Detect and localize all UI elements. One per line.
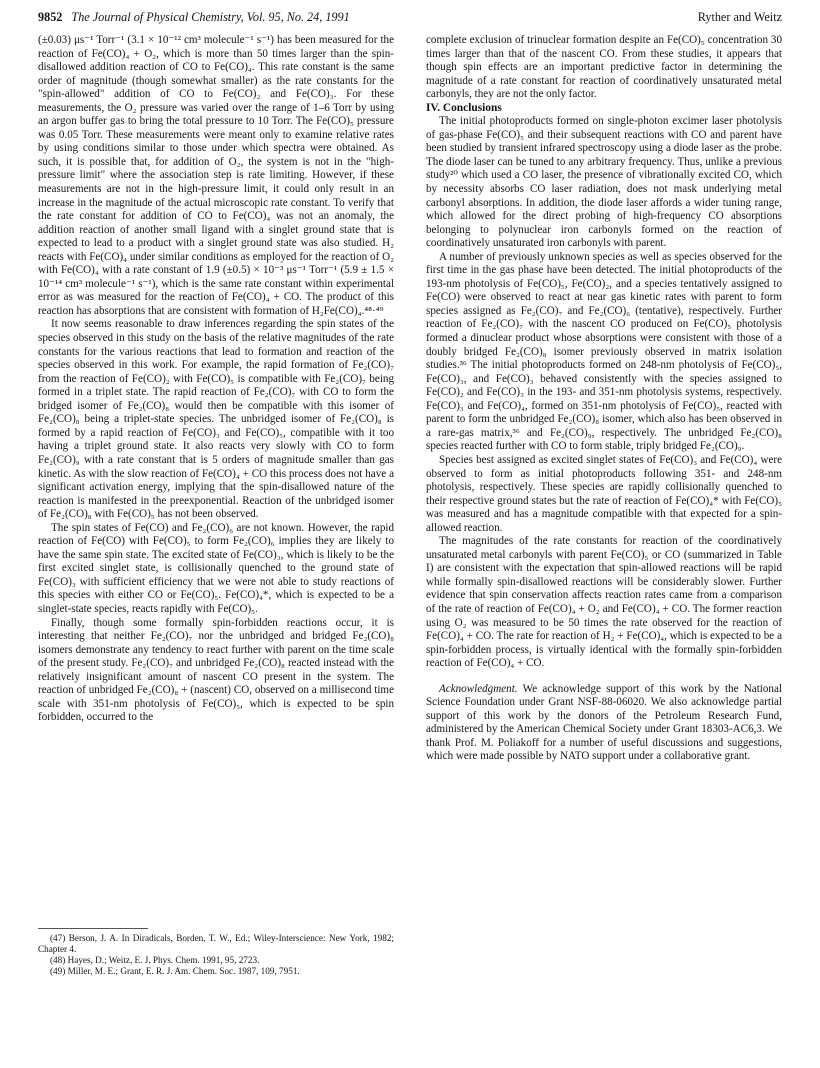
section-heading: IV. Conclusions <box>426 101 502 114</box>
paragraph: Species best assigned as excited singlet states of Fe(CO)₃ and Fe(CO)₄ were observed to form as initial photoproducts following 351- and 248-nm photolysis, respectively. These species are rapidly collisionally quenched to their respective ground states but the rate of reaction of Fe(CO)₄* with Fe(CO)₅ was measured and has a magnitude compatible with that expected for a spin-allowed reaction. <box>426 453 782 534</box>
journal-citation: The Journal of Physical Chemistry, Vol. 95, No. 24, 1991 <box>71 10 350 24</box>
left-column <box>38 34 394 725</box>
running-head <box>38 9 782 25</box>
paragraph: (±0.03) μs⁻¹ Torr⁻¹ (3.1 × 10⁻¹² cm³ molecule⁻¹ s⁻¹) has been measured for the reaction of Fe(CO)₄ + O₂, which is more than 50 times larger than the spin-disallowed addition reaction of CO to Fe(CO)₄. This rate constant is the same order of magnitude (though somewhat smaller) as the rate constants for the "spin-allowed" addition of CO to Fe(CO)₂ and Fe(CO)₃. For these measurements, the O₂ pressure was varied over the range of 1–6 Torr by using an argon buffer gas to bring the total pressure to 10 Torr. The Fe(CO)₅ pressure was 0.05 Torr. These measurements were meant only to examine relative rates by using conditions similar to those under which spectra were obtained. As such, it is possible that, for addition of O₂, the system is not in the "high-pressure limit" where the association step is rate limiting. However, if these measurements are not in the high-pressure limit, it could only result in an increase in the magnitude of the actual microscopic rate constant. To verify that the rate constant for addition of CO to Fe(CO)₄ was not an anomaly, the addition reaction of another small ligand with a singlet ground state that is expected to lead to a product with a singlet ground state was also studied. H₂ reacts with Fe(CO)₄ under similar conditions as employed for the reaction of O₂ with Fe(CO)₄ with a rate constant of 1.9 (±0.5) × 10⁻³ μs⁻¹ Torr⁻¹ (5.9 ± 1.5 × 10⁻¹⁴ cm³ molecule⁻¹ s⁻¹), which is the same rate constant within experimental error as was measured for the reaction of Fe(CO)₄ + CO. The product of this reaction has absorptions that are consistent with formation of H₂Fe(CO)₄.⁴⁸·⁴⁹ <box>38 34 394 317</box>
paragraph: A number of previously unknown species as well as species observed for the first time in the gas phase have been detected. The initial photoproducts of the 193-nm photolysis of Fe(CO)₅, Fe(CO)₂, and a species tentatively assigned to Fe(CO) were observed to react at near gas kinetic rates with parent to form species assigned as Fe₂(CO)₇ and Fe₂(CO)₆ (tentative), respectively. Further reaction of Fe₂(CO)₇ with the nascent CO produced on Fe(CO)₅ photolysis formed a dinuclear product whose absorptions were consistent with those of a doubly bridged Fe₂(CO)₈ isomer previously observed in matrix isolation studies.³⁶ The initial photoproducts formed on 248-nm photolysis of Fe(CO)₅, Fe(CO)₃, and Fe(CO)₃ behaved consistently with the species assigned to Fe(CO)₂ and Fe(CO)₃ in the 193- and 351-nm photolysis systems, respectively. Fe(CO)₃ and Fe(CO)₄, formed on 351-nm photolysis of Fe(CO)₅, reacted with parent to form the unbridged Fe₂(CO)₈ isomer, which also has been observed in a rare-gas matrix,³⁶ and Fe₂(CO)₉, respectively. The unbridged Fe₂(CO)₈ species reacted further with CO to form stable, triply bridged Fe₂(CO)₉. <box>426 250 782 453</box>
footnote: (48) Hayes, D.; Weitz, E. J. Phys. Chem. 1991, 95, 2723. <box>50 955 260 965</box>
paragraph: Finally, though some formally spin-forbidden reactions occur, it is interesting that neither Fe₂(CO)₇ nor the unbridged and bridged Fe₂(CO)₈ isomers demonstrate any tendency to react further with parent on the time scale of the present study. Fe₂(CO)₇ and unbridged Fe₂(CO)₈ reacted instead with the relatively insignificant amount of nascent CO present in the system. The reaction of unbridged Fe₂(CO)₈ + (nascent) CO, observed on a millisecond time scale with 351-nm photolysis of Fe(CO)₅, which is expected to be spin forbidden, occurred to the <box>38 616 394 724</box>
paragraph: It now seems reasonable to draw inferences regarding the spin states of the species observed in this study on the basis of the relative magnitudes of the rate constants for the various reactions that lead to formation and reaction of the species observed in this work. For example, the rapid formation of Fe₂(CO)₇ from the reaction of Fe(CO)₂ with Fe(CO)₅ is compatible with Fe₂(CO)₇ being formed in a triplet state. The rapid reaction of Fe₂(CO)₇ with CO to form the bridged isomer of Fe₂(CO)₈ would then be compatible with this isomer of Fe₂(CO)₈ being a triplet-state species. The unbridged isomer of Fe₂(CO)₈ is formed by a rapid reaction of Fe(CO)₃ and Fe(CO)₅, compatible with it too having a triplet ground state. It also reacts very slowly with CO to form Fe₂(CO)₉ with a rate constant that is 5 orders of magnitude smaller than gas kinetic. As with the slow reaction of Fe(CO)₄ + CO this process does not have a significant activation energy, implying that the spin-disallowed nature of the reaction is manifested in the preexponential. Reaction of the unbridged isomer of Fe₂(CO)₈ with Fe(CO)₅ has not been observed. <box>38 318 394 521</box>
footnote-rule <box>38 928 148 929</box>
acknowledgment-label: Acknowledgment. <box>439 682 518 695</box>
paragraph: The magnitudes of the rate constants for reaction of the coordinatively unsaturated metal carbonyls with parent Fe(CO)₅ or CO (summarized in Table I) are consistent with the expectation that spin-allowed reactions will be rapid while formally spin-disallowed reactions will be considerably slower. Further evidence that spin conservation affects reaction rates came from a comparison of the rate of reaction of Fe(CO)₄ + O₂ and Fe(CO)₄ + CO. The former reaction using O₂ was measured to be 50 times the rate observed for the reaction of Fe(CO)₄ + CO. The rate for reaction of H₂ + Fe(CO)₄, which is expected to be a spin-forbidden process, is virtually identical with the formally spin-forbidden reaction of Fe(CO)₄ + CO. <box>426 535 782 670</box>
right-column <box>426 34 782 764</box>
paragraph: The initial photoproducts formed on single-photon excimer laser photolysis of gas-phase Fe(CO)₅ and their subsequent reactions with CO and parent have been studied by transient infrared spectroscopy using a diode laser as the probe. The diode laser can be tuned to any arbitrary frequency. Thus, unlike a previous study²⁰ which used a CO laser, the presence of vibrationally excited CO, which by necessity absorbs CO laser radiation, does not mask underlying metal carbonyl absorptions. In addition, the diode laser affords a wider tuning range, which allowed for the direct probing of high-frequency CO absorptions belonging to polynuclear iron carbonyls formed on the reaction of coordinatively unsaturated iron carbonyls with parent. <box>426 115 782 250</box>
paragraph: The spin states of Fe(CO) and Fe₂(CO)₆ are not known. However, the rapid reaction of Fe(CO) with Fe(CO)₅ to form Fe₂(CO)₆ implies they are likely to have the same spin state. The excited state of Fe(CO)₃, which is likely to be the first excited singlet state, is collisionally quenched to the ground state of Fe(CO)₃ with sufficient efficiency that we were not able to study reactions of this species with either CO or Fe(CO)₅. Fe(CO)₄*, which is expected to be a singlet-state species, reacts rapidly with Fe(CO)₅. <box>38 521 394 615</box>
page-number: 9852 <box>38 10 63 24</box>
acknowledgment-text: We acknowledge support of this work by the National Science Foundation under Grant NSF-88-06020. We also acknowledge partial support of this work by the donors of the Petroleum Research Fund, administered by the American Chemical Society under Grant 18303-AC6,3. We thank Prof. M. Poliakoff for a number of useful discussions and suggestions, which were made possible by NATO support under a collaborative grant. <box>426 682 782 763</box>
footnote: (49) Miller, M. E.; Grant, E. R. J. Am. Chem. Soc. 1987, 109, 7951. <box>50 966 300 976</box>
footnote: (47) Berson, J. A. In Diradicals, Borden, T. W., Ed.; Wiley-Interscience: New York, 1982; Chapter 4. <box>38 933 394 954</box>
running-head-authors: Ryther and Weitz <box>697 10 782 24</box>
acknowledgment <box>426 683 782 764</box>
footnotes <box>38 928 394 977</box>
paragraph-continuation: complete exclusion of trinuclear formation despite an Fe(CO)₅ concentration 30 times larger than that of the nascent CO. From these studies, it appears that though spin effects are an important predictive factor in determining the magnitude of a rate constant for reaction of coordinatively unsaturated metal carbonyls, they are not the only factor. <box>426 34 782 101</box>
